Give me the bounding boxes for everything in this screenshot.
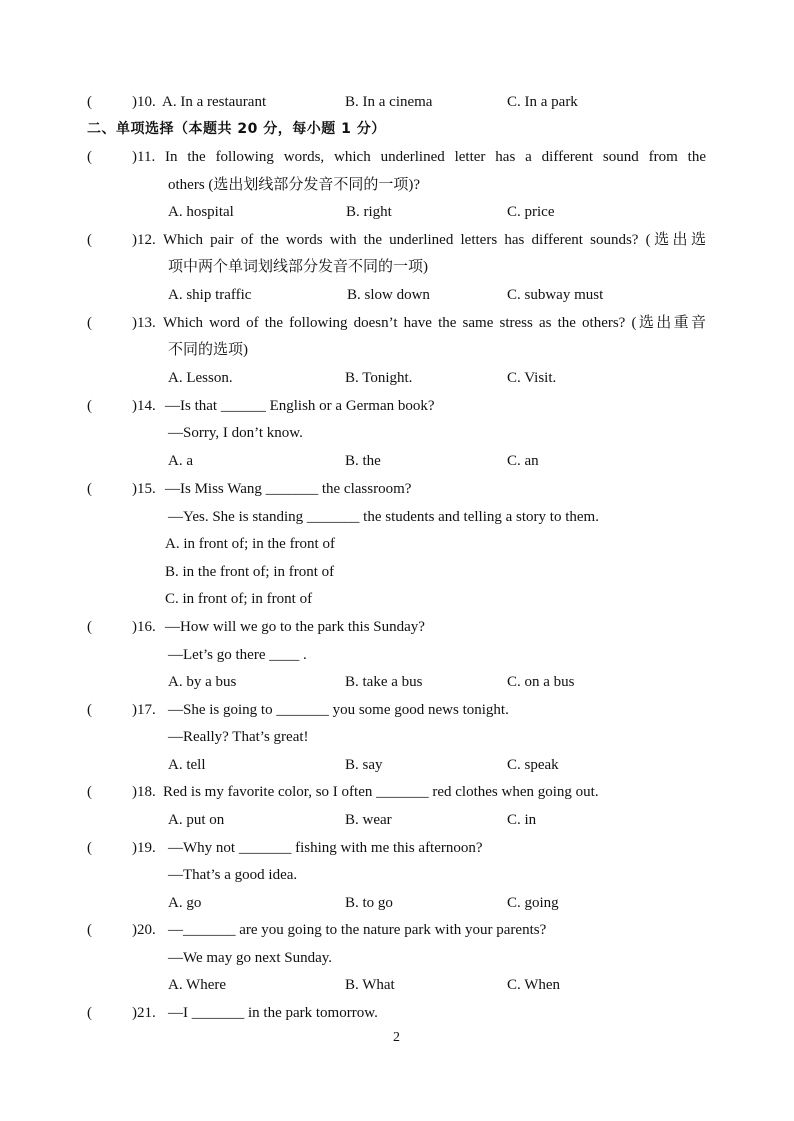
dialogue-response: —We may go next Sunday. — [168, 950, 333, 966]
option-a: A. hospital — [168, 204, 234, 220]
option-a: A. a — [168, 453, 193, 469]
option-a: A. in front of; in the front of — [165, 536, 335, 552]
answer-paren-open: ( — [87, 149, 92, 165]
answer-paren-open: ( — [87, 398, 92, 414]
option-a: A. tell — [168, 757, 206, 773]
question-stem-cont: others (选出划线部分发音不同的一项)? — [168, 177, 421, 193]
option-a: A. go — [168, 895, 202, 911]
answer-paren-open: ( — [87, 922, 92, 938]
option-c: C. in — [507, 812, 537, 828]
option-b: B. What — [345, 977, 395, 993]
option-a: A. Where — [168, 977, 227, 993]
answer-paren-open: ( — [87, 702, 92, 718]
option-b: B. take a bus — [345, 674, 423, 690]
question-stem: —_______ are you going to the nature park with your parents? — [168, 922, 547, 938]
section-title: 二、单项选择（本题共 20 分，每小题 1 分） — [87, 121, 386, 137]
option-c: C. In a park — [507, 94, 578, 110]
option-a: A. Lesson. — [168, 370, 233, 386]
question-number: )17. — [132, 702, 156, 718]
answer-paren-open: ( — [87, 94, 92, 110]
option-c: C. in front of; in front of — [165, 591, 313, 607]
dialogue-response: —That’s a good idea. — [168, 867, 298, 883]
option-c: C. price — [507, 204, 555, 220]
answer-paren-open: ( — [87, 232, 92, 248]
question-stem-cont: 不同的选项) — [168, 342, 248, 358]
question-number: )11. — [132, 149, 156, 165]
option-a: A. by a bus — [168, 674, 237, 690]
option-b: B. the — [345, 453, 381, 469]
question-number: )16. — [132, 619, 156, 635]
question-number: )12. — [132, 232, 156, 248]
question-stem: In the following words, which underlined letter has a different sound from the — [165, 149, 706, 165]
option-c: C. When — [507, 977, 561, 993]
question-stem: —I _______ in the park tomorrow. — [168, 1005, 378, 1021]
option-c: C. going — [507, 895, 559, 911]
question-number: )21. — [132, 1005, 156, 1021]
answer-paren-open: ( — [87, 784, 92, 800]
question-stem: Red is my favorite color, so I often _______ red clothes when going out. — [163, 784, 599, 800]
option-b: B. slow down — [347, 287, 430, 303]
question-number: )13. — [132, 315, 156, 331]
option-b: B. in the front of; in front of — [165, 564, 335, 580]
question-stem: —Why not _______ fishing with me this afternoon? — [168, 840, 483, 856]
question-number: )15. — [132, 481, 156, 497]
option-b: B. wear — [345, 812, 392, 828]
option-c: C. an — [507, 453, 539, 469]
question-stem: Which pair of the words with the underlined letters has different sounds? (选出选 — [163, 232, 706, 248]
option-b: B. Tonight. — [345, 370, 413, 386]
question-number: )10. — [132, 94, 156, 110]
option-b: B. to go — [345, 895, 393, 911]
dialogue-response: —Really? That’s great! — [168, 729, 309, 745]
question-stem-cont: 项中两个单词划线部分发音不同的一项) — [168, 259, 428, 275]
option-b: B. In a cinema — [345, 94, 433, 110]
answer-paren-open: ( — [87, 1005, 92, 1021]
option-a: A. ship traffic — [168, 287, 252, 303]
dialogue-response: —Yes. She is standing _______ the students and telling a story to them. — [168, 509, 599, 525]
question-stem: —She is going to _______ you some good news tonight. — [168, 702, 509, 718]
option-c: C. subway must — [507, 287, 604, 303]
option-a: A. put on — [168, 812, 225, 828]
question-number: )20. — [132, 922, 156, 938]
question-stem: —Is Miss Wang _______ the classroom? — [165, 481, 412, 497]
dialogue-response: —Let’s go there ____ . — [168, 647, 307, 663]
option-c: C. speak — [507, 757, 559, 773]
question-number: )18. — [132, 784, 156, 800]
answer-paren-open: ( — [87, 481, 92, 497]
option-c: C. on a bus — [507, 674, 575, 690]
question-number: )19. — [132, 840, 156, 856]
page-number: 2 — [393, 1030, 400, 1045]
answer-paren-open: ( — [87, 315, 92, 331]
answer-paren-open: ( — [87, 619, 92, 635]
question-stem: —How will we go to the park this Sunday? — [165, 619, 425, 635]
dialogue-response: —Sorry, I don’t know. — [168, 425, 303, 441]
question-number: )14. — [132, 398, 156, 414]
option-a: A. In a restaurant — [162, 94, 267, 110]
answer-paren-open: ( — [87, 840, 92, 856]
option-b: B. say — [345, 757, 383, 773]
option-c: C. Visit. — [507, 370, 557, 386]
question-stem: —Is that ______ English or a German book? — [165, 398, 435, 414]
option-b: B. right — [346, 204, 392, 220]
question-stem: Which word of the following doesn’t have the same stress as the others? (选出重音 — [163, 315, 706, 331]
